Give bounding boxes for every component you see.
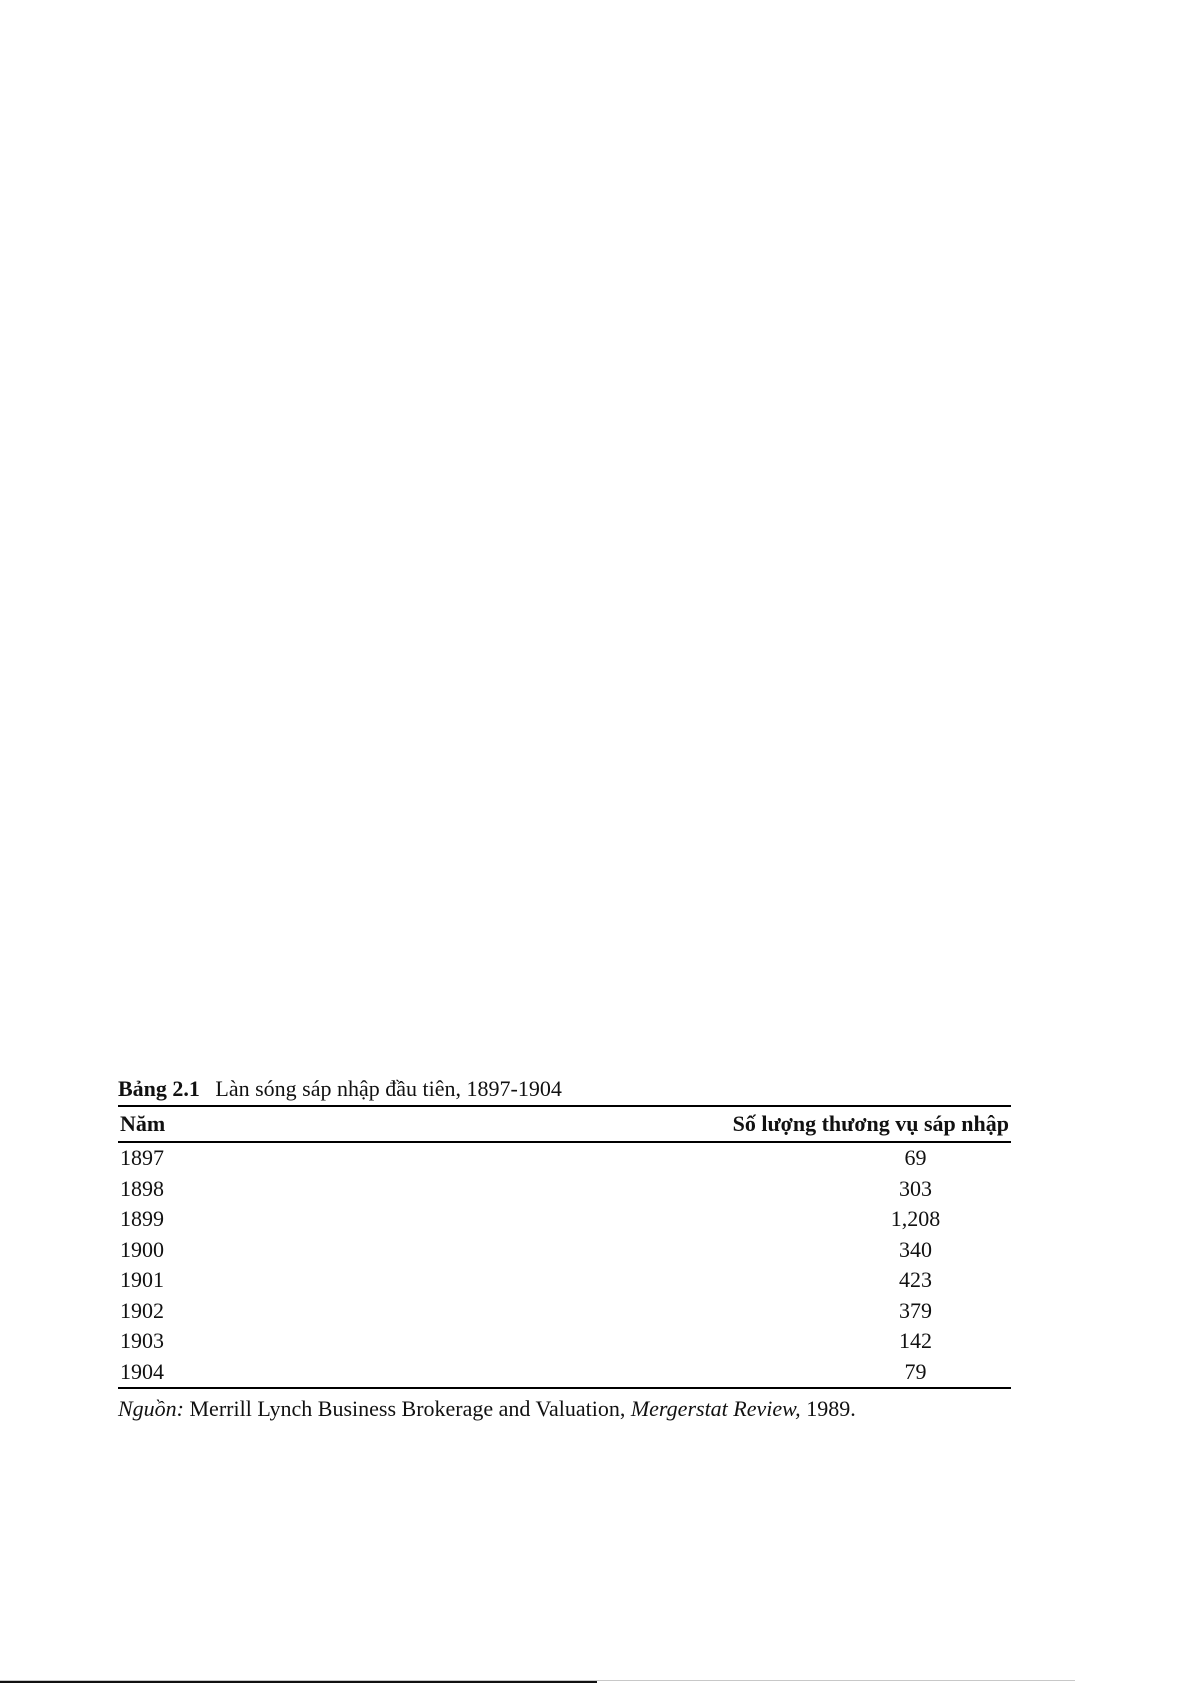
row-count: 423 [899, 1267, 932, 1293]
row-count: 142 [899, 1328, 932, 1354]
source-publication: Mergerstat Review, [630, 1396, 801, 1421]
table-block [118, 1075, 1011, 1423]
table-row [118, 1357, 1011, 1389]
table-row [118, 1142, 1011, 1174]
row-year: 1904 [118, 1357, 687, 1389]
source-prefix: Nguồn: [118, 1396, 184, 1421]
merger-table [118, 1105, 1011, 1389]
header-count: Số lượng thương vụ sáp nhập [687, 1106, 1011, 1142]
row-count: 69 [904, 1145, 927, 1171]
table-row [118, 1174, 1011, 1205]
row-count: 303 [899, 1175, 932, 1201]
table-row [118, 1326, 1011, 1357]
table-caption [118, 1075, 1011, 1105]
table-header-row [118, 1106, 1011, 1142]
source-publisher: Merrill Lynch Business Brokerage and Valuation, [189, 1396, 626, 1421]
table-row [118, 1296, 1011, 1327]
row-year: 1903 [120, 1328, 164, 1354]
row-count: 1,208 [890, 1206, 941, 1232]
table-caption-label: Bảng 2.1 [118, 1076, 200, 1101]
table-caption-text: Làn sóng sáp nhập đầu tiên, 1897-1904 [215, 1076, 562, 1101]
table-source-note [118, 1395, 1011, 1423]
row-count: 79 [687, 1357, 1011, 1389]
footnote-rule [0, 1681, 597, 1683]
row-year: 1901 [120, 1267, 164, 1293]
row-year: 1898 [120, 1175, 164, 1201]
table-row [118, 1204, 1011, 1235]
source-year: 1989. [806, 1396, 856, 1421]
row-count: 340 [899, 1236, 932, 1262]
row-year: 1900 [120, 1236, 164, 1262]
header-year: Năm [118, 1106, 687, 1142]
row-year: 1902 [120, 1297, 164, 1323]
row-year: 1897 [120, 1145, 164, 1171]
row-year: 1899 [120, 1206, 164, 1232]
table-row [118, 1235, 1011, 1266]
table-row [118, 1265, 1011, 1296]
row-count: 379 [899, 1297, 932, 1323]
